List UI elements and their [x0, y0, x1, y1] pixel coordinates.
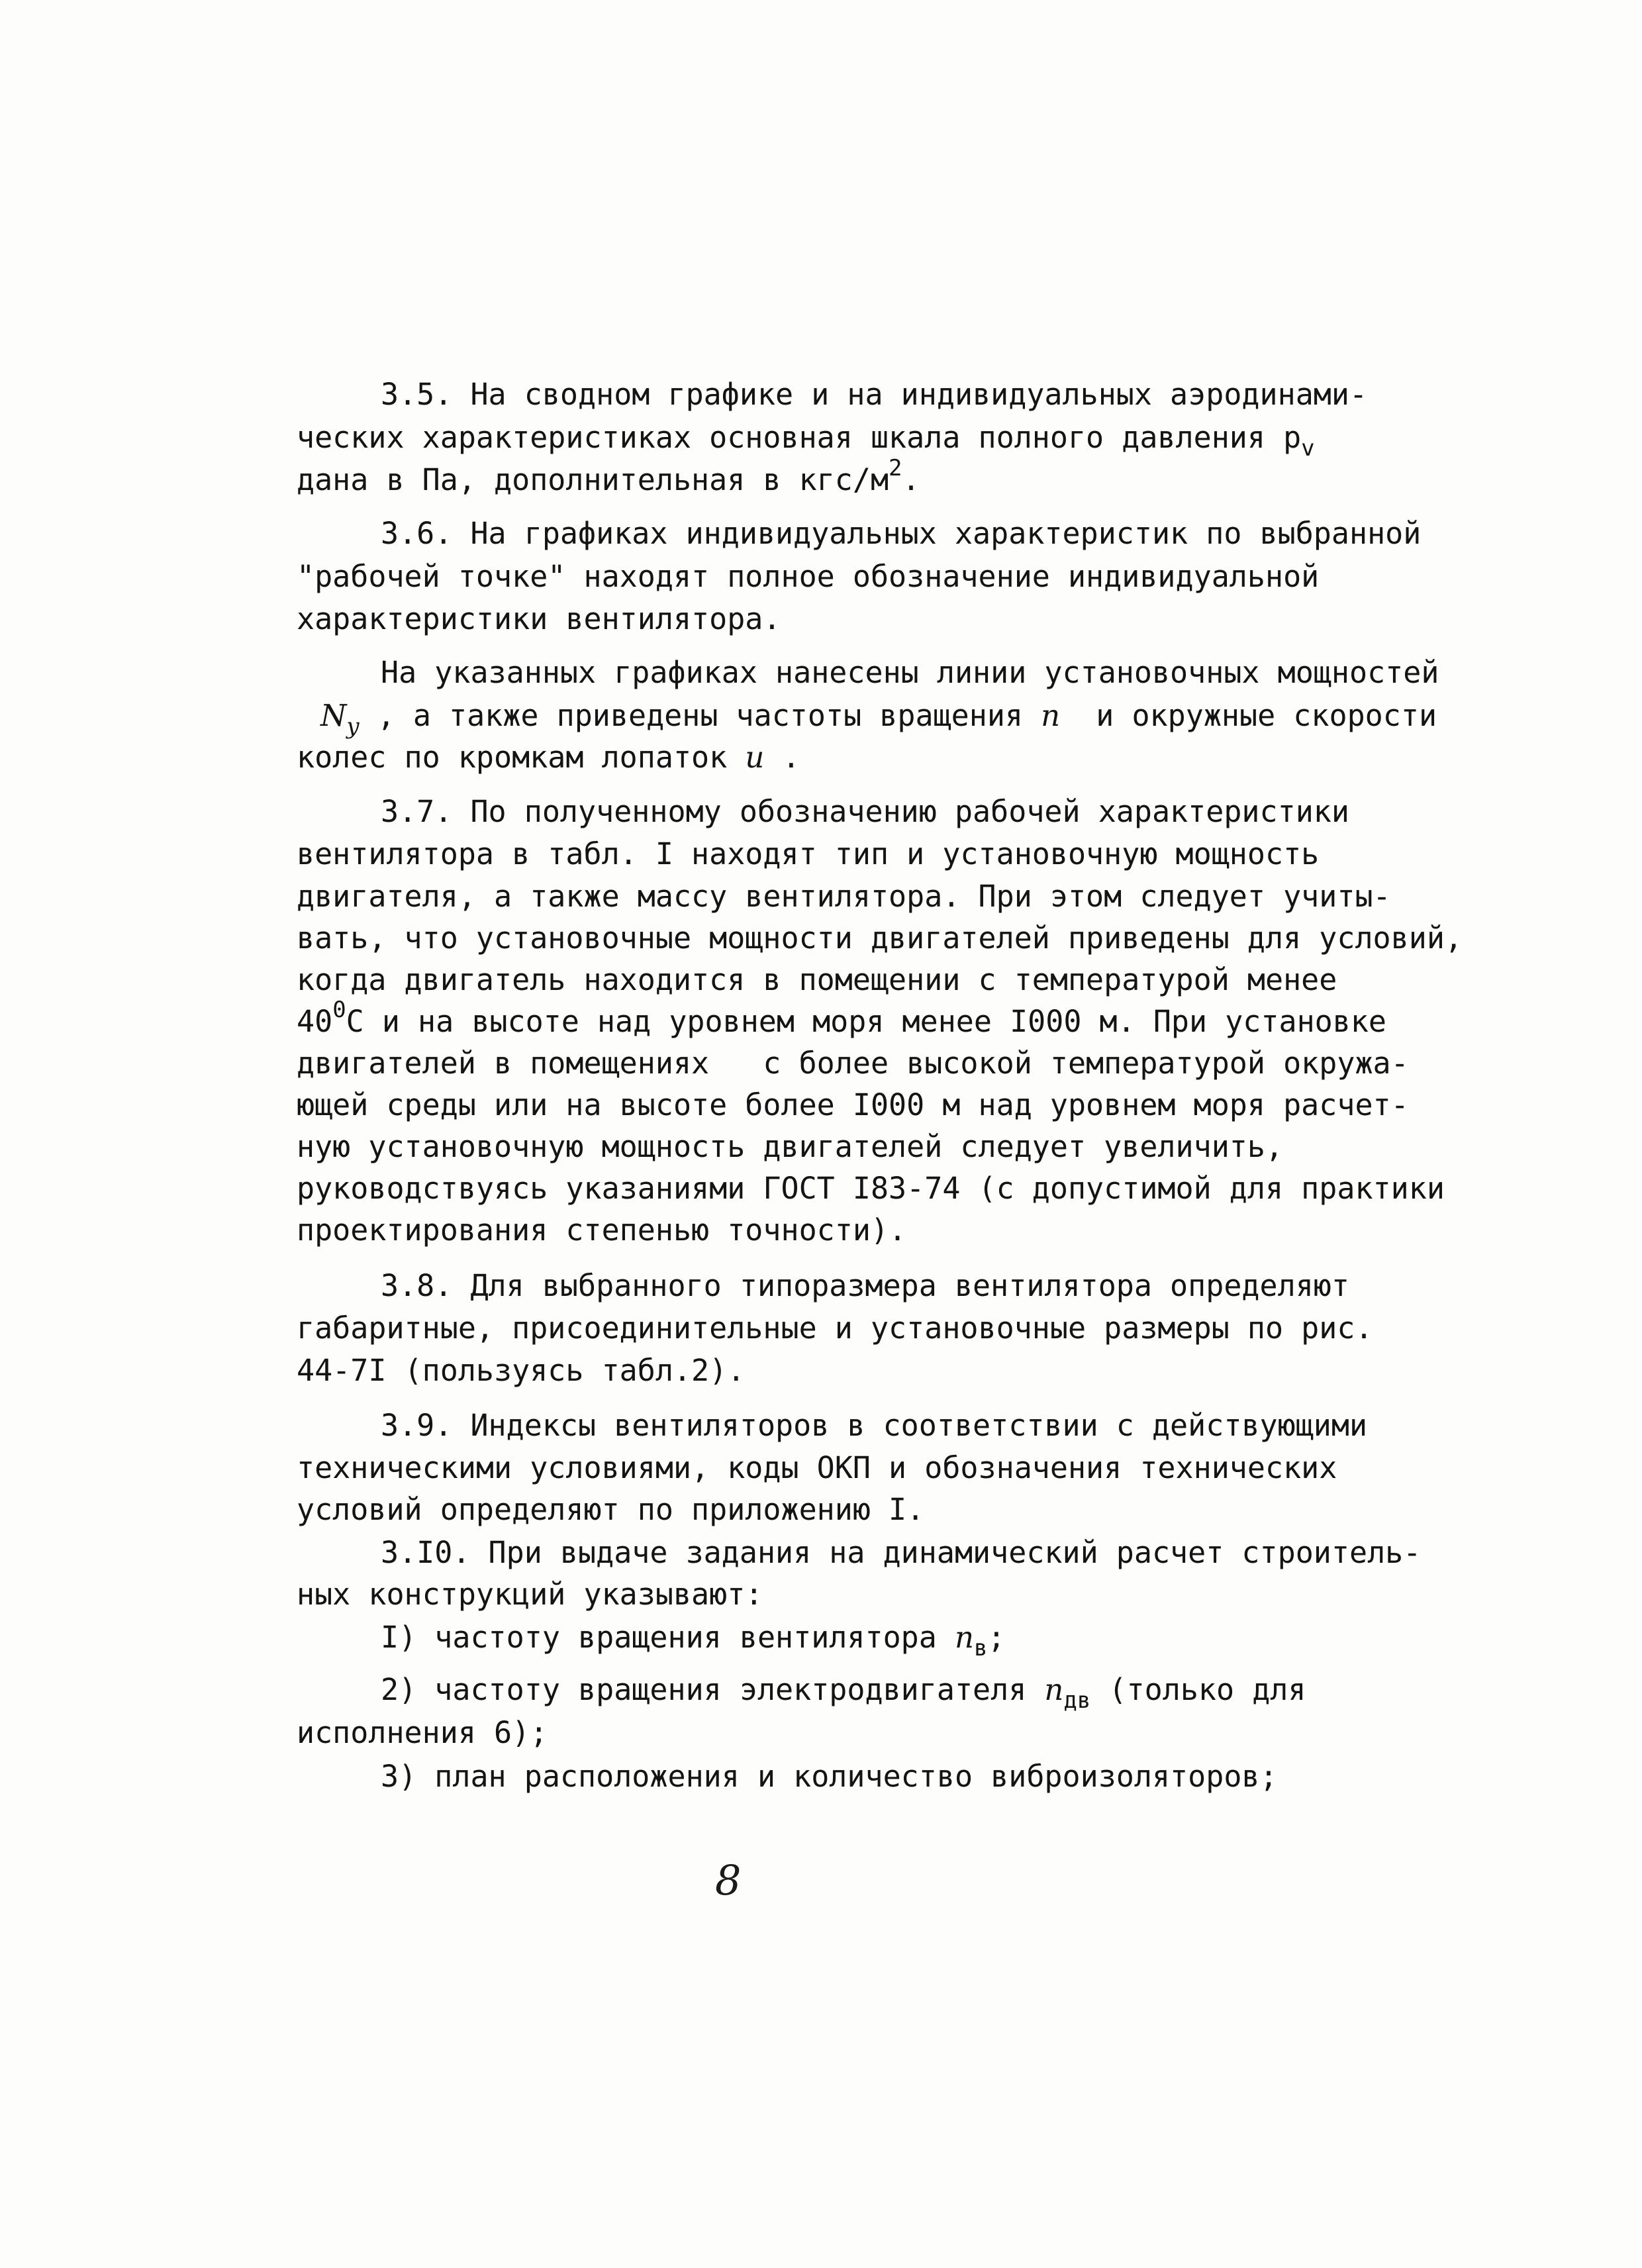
graphs-line-3-end: . — [764, 740, 800, 775]
item-2-text: 2) частоту вращения электродвигателя — [381, 1672, 1045, 1707]
u-symbol: u — [745, 740, 765, 775]
p3-10-item-1 — [381, 1617, 1006, 1661]
p3-7-line-3: двигателя, а также массу вентилятора. При этом следует учиты- — [297, 879, 1391, 914]
m2-superscript: 2 — [889, 455, 902, 481]
graphs-line-2-end: и окружные скорости — [1060, 698, 1437, 733]
p3-9-line-3: условий определяют по приложению I. — [297, 1492, 925, 1527]
p3-10-line-1: 3.I0. При выдаче задания на динамический расчет строитель- — [381, 1535, 1422, 1570]
p3-10-item-2 — [381, 1669, 1306, 1713]
p3-8-line-1: 3.8. Для выбранного типоразмера вентилятора определяют — [381, 1268, 1349, 1303]
p3-5-line-3-end: . — [902, 462, 920, 497]
graphs-line-2 — [320, 695, 1437, 739]
p3-7-line-10: руководствуясь указаниями ГОСТ I83-74 (с допустимой для практики — [297, 1171, 1445, 1206]
p3-10-item-2-line-2: исполнения 6); — [297, 1715, 548, 1750]
p3-5-line-3 — [297, 455, 920, 503]
p3-8-line-3: 44-7I (пользуясь табл.2). — [297, 1353, 746, 1388]
p3-7-line-5: когда двигатель находится в помещении с температурой менее — [297, 962, 1337, 997]
p3-7-line-7: двигателей в помещениях с более высокой температурой окружа- — [297, 1046, 1409, 1081]
ndv-subscript: дв — [1063, 1687, 1091, 1714]
temp-value: 40 — [297, 1004, 333, 1039]
page-number: 8 — [715, 1856, 742, 1904]
p3-9-line-1: 3.9. Индексы вентиляторов в соответствии с действующими — [381, 1408, 1368, 1443]
p3-8-line-2: габаритные, присоединительные и установочные размеры по рис. — [297, 1310, 1373, 1346]
p3-10-item-3: 3) план расположения и количество виброизоляторов; — [381, 1759, 1278, 1794]
graphs-line-2-text: , а также приведены частоты вращения — [359, 698, 1041, 733]
nv-subscript: в — [973, 1635, 988, 1661]
p3-5-line-3-text: дана в Па, дополнительная в кгс/м — [297, 462, 889, 497]
ny-subscript: y — [346, 713, 360, 740]
p3-6-line-3: характеристики вентилятора. — [297, 601, 781, 636]
p3-7-line-2: вентилятора в табл. I находят тип и установочную мощность — [297, 836, 1320, 871]
graphs-line-3-text: колес по кромкам лопаток — [297, 740, 746, 775]
graphs-line-3 — [297, 737, 800, 778]
p3-7-line-9: ную установочную мощность двигателей следует увеличить, — [297, 1129, 1284, 1164]
p3-7-line-1: 3.7. По полученному обозначению рабочей характеристики — [381, 794, 1349, 829]
p3-7-line-6-text: С и на высоте над уровнем моря менее I000 м. При установке — [346, 1004, 1387, 1039]
nv-symbol: n — [954, 1620, 974, 1655]
p3-6-line-1: 3.6. На графиках индивидуальных характеристик по выбранной — [381, 516, 1422, 551]
pv-subscript: v — [1301, 435, 1315, 462]
p3-9-line-2: техническими условиями, коды ОКП и обозначения технических — [297, 1450, 1337, 1485]
p3-7-line-6 — [297, 997, 1387, 1045]
p3-10-line-2: ных конструкций указывают: — [297, 1577, 763, 1612]
ny-symbol: N — [320, 698, 347, 733]
item-1-text: I) частоту вращения вентилятора — [381, 1620, 955, 1655]
p3-6-line-2: "рабочей точке" находят полное обозначение индивидуальной — [297, 559, 1320, 594]
degree-superscript: 0 — [332, 997, 346, 1023]
item-2-end: (только для — [1090, 1672, 1306, 1707]
p3-7-line-11: проектирования степенью точности). — [297, 1212, 907, 1248]
p3-5-line-1: 3.5. На сводном графике и на индивидуальных аэродинами- — [381, 377, 1368, 412]
p3-7-line-4: вать, что установочные мощности двигателей приведены для условий, — [297, 920, 1463, 956]
p3-7-line-8: ющей среды или на высоте более I000 м над уровнем моря расчет- — [297, 1087, 1409, 1122]
p3-5-line-2-text: ческих характеристиках основная шкала полного давления p — [297, 420, 1302, 455]
ndv-symbol: n — [1044, 1672, 1064, 1707]
graphs-line-1: На указанных графиках нанесены линии установочных мощностей — [381, 655, 1439, 690]
n-symbol: n — [1041, 698, 1061, 733]
p3-5-line-2 — [297, 417, 1315, 461]
item-1-end: ; — [987, 1620, 1006, 1655]
